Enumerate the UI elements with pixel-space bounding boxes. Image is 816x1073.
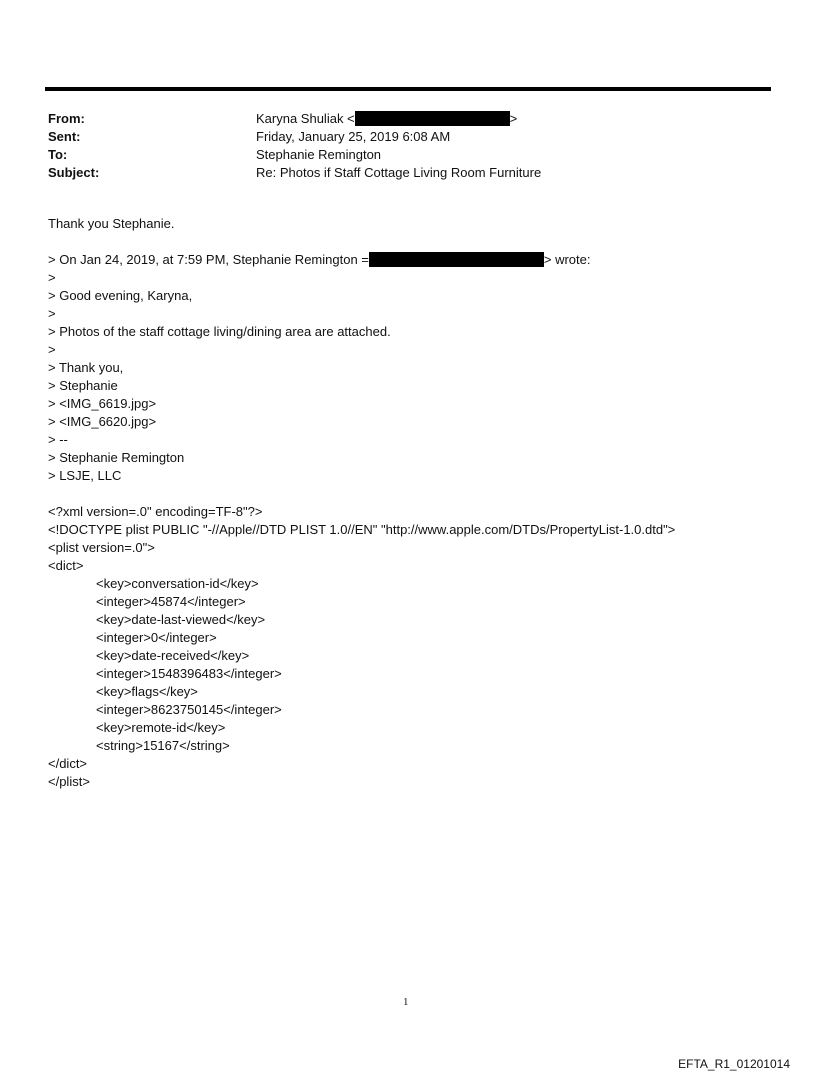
- sent-label: Sent:: [48, 129, 81, 144]
- plist-open: <plist version=.0">: [48, 540, 155, 555]
- quoted-line: >: [48, 270, 56, 285]
- from-value: [256, 110, 517, 128]
- quoted-line: >: [48, 342, 56, 357]
- quoted-line: > Thank you,: [48, 360, 124, 375]
- plist-entry: <integer>45874</integer>: [96, 594, 246, 609]
- doctype-line: <!DOCTYPE plist PUBLIC "-//Apple//DTD PLIST 1.0//EN" "http://www.apple.com/DTDs/PropertyList-1.0.dtd">: [48, 522, 676, 537]
- quoted-line: > --: [48, 432, 68, 447]
- to-value: Stephanie Remington: [256, 147, 382, 162]
- subject-label: Subject:: [48, 165, 100, 180]
- dict-open: <dict>: [48, 558, 84, 573]
- subject-value: Re: Photos if Staff Cottage Living Room Furniture: [256, 165, 542, 180]
- plist-entry: <key>remote-id</key>: [96, 720, 226, 735]
- email-body: [48, 215, 788, 791]
- from-label: From:: [48, 111, 85, 126]
- plist-entry: <key>date-last-viewed</key>: [96, 612, 266, 627]
- plist-entry: <key>flags</key>: [96, 684, 198, 699]
- quoted-line: > Stephanie Remington: [48, 450, 185, 465]
- from-suffix: >: [509, 111, 518, 126]
- plist-entry: <integer>8623750145</integer>: [96, 702, 282, 717]
- to-label: To:: [48, 147, 68, 162]
- quoted-lines: [48, 269, 788, 485]
- quote-intro: [48, 251, 788, 269]
- plist-entry: <integer>1548396483</integer>: [96, 666, 282, 681]
- quoted-line: > LSJE, LLC: [48, 468, 122, 483]
- quoted-line: > Photos of the staff cottage living/dining area are attached.: [48, 324, 391, 339]
- plist-entry: <key>conversation-id</key>: [96, 576, 259, 591]
- xml-declaration: <?xml version=.0" encoding=TF-8"?>: [48, 504, 263, 519]
- quoted-line: > <IMG_6619.jpg>: [48, 396, 157, 411]
- page-number: 1: [403, 996, 409, 1008]
- quoted-line: > <IMG_6620.jpg>: [48, 414, 157, 429]
- quote-intro-suffix: > wrote:: [543, 252, 591, 267]
- sent-value: Friday, January 25, 2019 6:08 AM: [256, 129, 451, 144]
- quote-intro-prefix: > On Jan 24, 2019, at 7:59 PM, Stephanie Remington =: [48, 252, 369, 267]
- redaction-box: [369, 252, 544, 267]
- plist-entry: <key>date-received</key>: [96, 648, 250, 663]
- reply-text: Thank you Stephanie.: [48, 216, 175, 231]
- document-id: EFTA_R1_01201014: [678, 1057, 790, 1071]
- from-name: Karyna Shuliak <: [256, 111, 355, 126]
- dict-close: </dict>: [48, 756, 88, 771]
- quoted-line: > Good evening, Karyna,: [48, 288, 193, 303]
- plist-close: </plist>: [48, 774, 90, 789]
- redaction-box: [355, 111, 510, 126]
- quoted-line: >: [48, 306, 56, 321]
- plist-entry: <string>15167</string>: [96, 738, 230, 753]
- header-rule: [45, 87, 771, 91]
- plist-block: [48, 503, 788, 791]
- quoted-line: > Stephanie: [48, 378, 118, 393]
- plist-entry: <integer>0</integer>: [96, 630, 217, 645]
